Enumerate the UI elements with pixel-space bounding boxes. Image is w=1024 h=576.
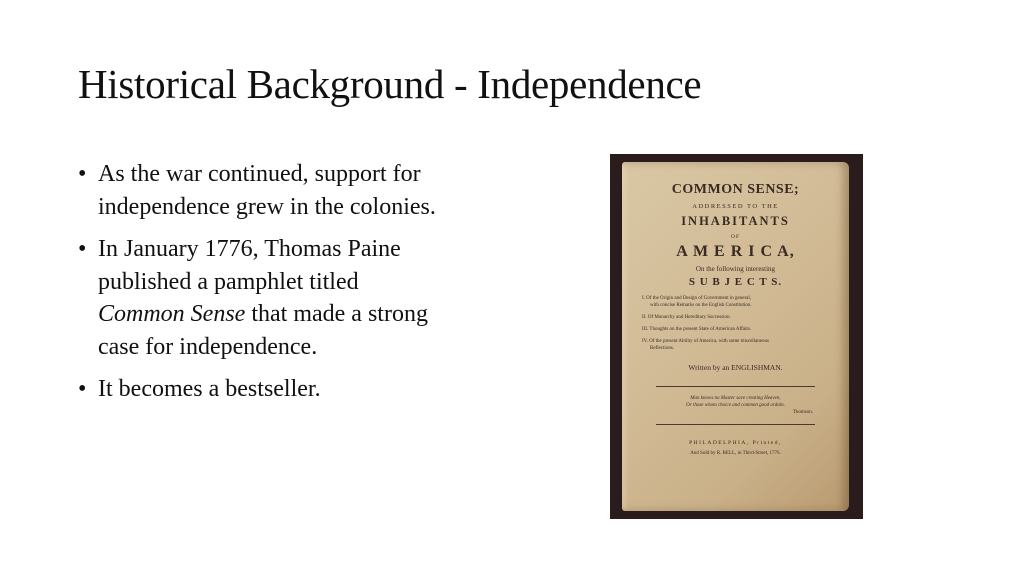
bullet-text-before: In January 1776, Thomas Paine published a pamphlet titled [98,236,401,295]
bullet-text: It becomes a bestseller. [98,376,321,402]
pamphlet-subjects: S U B J E C T S. [688,276,783,288]
pamphlet-item: III. Thoughts on the present State of American Affairs. [642,327,752,332]
pamphlet-america: A M E R I C A, [676,243,795,260]
pamphlet-quote: Or those whom choice and common good ordain. [686,403,785,408]
pamphlet-printer: And Sold by R. BELL, in Third-Street, 1776. [690,451,781,456]
pamphlet-title-italic: Common Sense [98,301,246,327]
slide-title: Historical Background - Independence [78,61,702,107]
bullet-text-after: that made a strong case for independence. [98,301,428,360]
pamphlet-written-by: Written by an ENGLISHMAN. [688,363,783,372]
pamphlet-addressed: ADDRESSED TO THE [692,203,779,210]
pamphlet-quote: Man knows no Master save creating Heaven, [690,396,781,401]
pamphlet-image [610,154,863,519]
bullet-item [78,373,438,406]
pamphlet-city: PHILADELPHIA, Printed, [689,440,782,446]
pamphlet-rule [656,424,815,425]
bullet-text: As the war continued, support for independence grew in the colonies. [98,161,436,220]
pamphlet-inhabitants: INHABITANTS [681,214,790,228]
pamphlet-item: II. Of Monarchy and Hereditary Succession. [642,315,731,320]
pamphlet-quote-author: Thomson. [792,410,813,415]
pamphlet-item: Reflections. [650,346,675,351]
bullet-list [78,158,438,416]
pamphlet-title: COMMON SENSE; [671,182,800,197]
bullet-dot: • [78,161,87,187]
pamphlet-item: I. Of the Origin and Design of Government in general, [642,296,751,301]
pamphlet-rule [656,386,815,387]
pamphlet-item: with concise Remarks on the English Constitution. [650,303,752,308]
bullet-dot: • [78,376,87,402]
pamphlet-following: On the following interesting [695,265,776,273]
pamphlet-item: IV. Of the present Ability of America, with some miscellaneous [642,339,769,344]
pamphlet-page [622,162,849,511]
pamphlet-of: OF [730,234,741,240]
bullet-item [78,233,438,363]
bullet-item [78,158,438,223]
bullet-dot: • [78,236,87,262]
